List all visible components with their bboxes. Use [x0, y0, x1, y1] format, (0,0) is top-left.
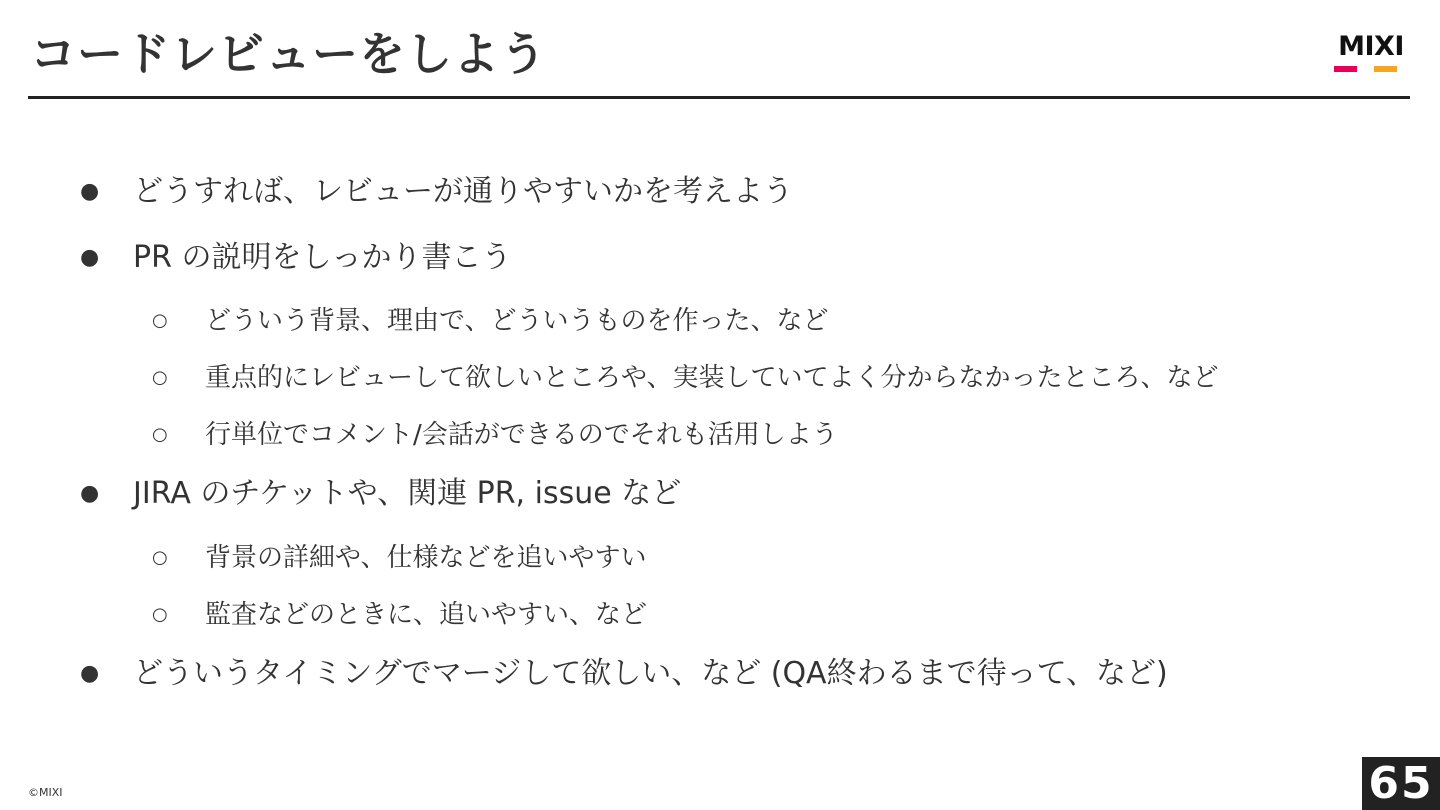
list-item	[152, 416, 838, 454]
logo-bar-orange	[1374, 66, 1397, 72]
list-item-text: どういう背景、理由で、どういうものを作った、など	[205, 306, 829, 336]
list-item-text: どういうタイミングでマージして欲しい、など (QA終わるまで待って、など)	[133, 656, 1168, 691]
bullet-marker: ○	[152, 310, 168, 331]
list-item	[80, 653, 1168, 695]
logo-bar-pink	[1334, 66, 1357, 72]
list-item	[80, 171, 793, 213]
copyright-notice: ©MIXI	[28, 786, 63, 799]
list-item	[152, 596, 648, 634]
logo-wordmark: MIXI	[1338, 31, 1404, 62]
bullet-marker: ○	[152, 424, 168, 445]
list-item	[152, 539, 647, 577]
list-item	[152, 359, 1219, 397]
page-number: 65	[1362, 757, 1440, 810]
list-item-text: 行単位でコメント/会話ができるのでそれも活用しよう	[205, 420, 838, 450]
list-item-text: 監査などのときに、追いやすい、など	[205, 600, 648, 630]
list-item-text: JIRA のチケットや、関連 PR, issue など	[133, 476, 682, 511]
bullet-marker: ○	[152, 367, 168, 388]
list-item	[152, 302, 829, 340]
bullet-marker: ○	[152, 604, 168, 625]
list-item-text: 重点的にレビューして欲しいところや、実装していてよく分からなかったところ、など	[205, 363, 1219, 393]
bullet-marker: ●	[80, 179, 100, 204]
mixi-logo	[1331, 32, 1411, 76]
slide-title: コードレビューをしよう	[30, 27, 547, 81]
bullet-marker: ○	[152, 547, 168, 568]
bullet-marker: ●	[80, 661, 100, 686]
bullet-marker: ●	[80, 481, 100, 506]
list-item	[80, 237, 512, 279]
list-item-text: PR の説明をしっかり書こう	[133, 240, 512, 275]
title-divider	[28, 96, 1410, 99]
list-item-text: 背景の詳細や、仕様などを追いやすい	[205, 543, 647, 573]
bullet-marker: ●	[80, 245, 100, 270]
list-item	[80, 473, 682, 515]
list-item-text: どうすれば、レビューが通りやすいかを考えよう	[133, 174, 793, 209]
